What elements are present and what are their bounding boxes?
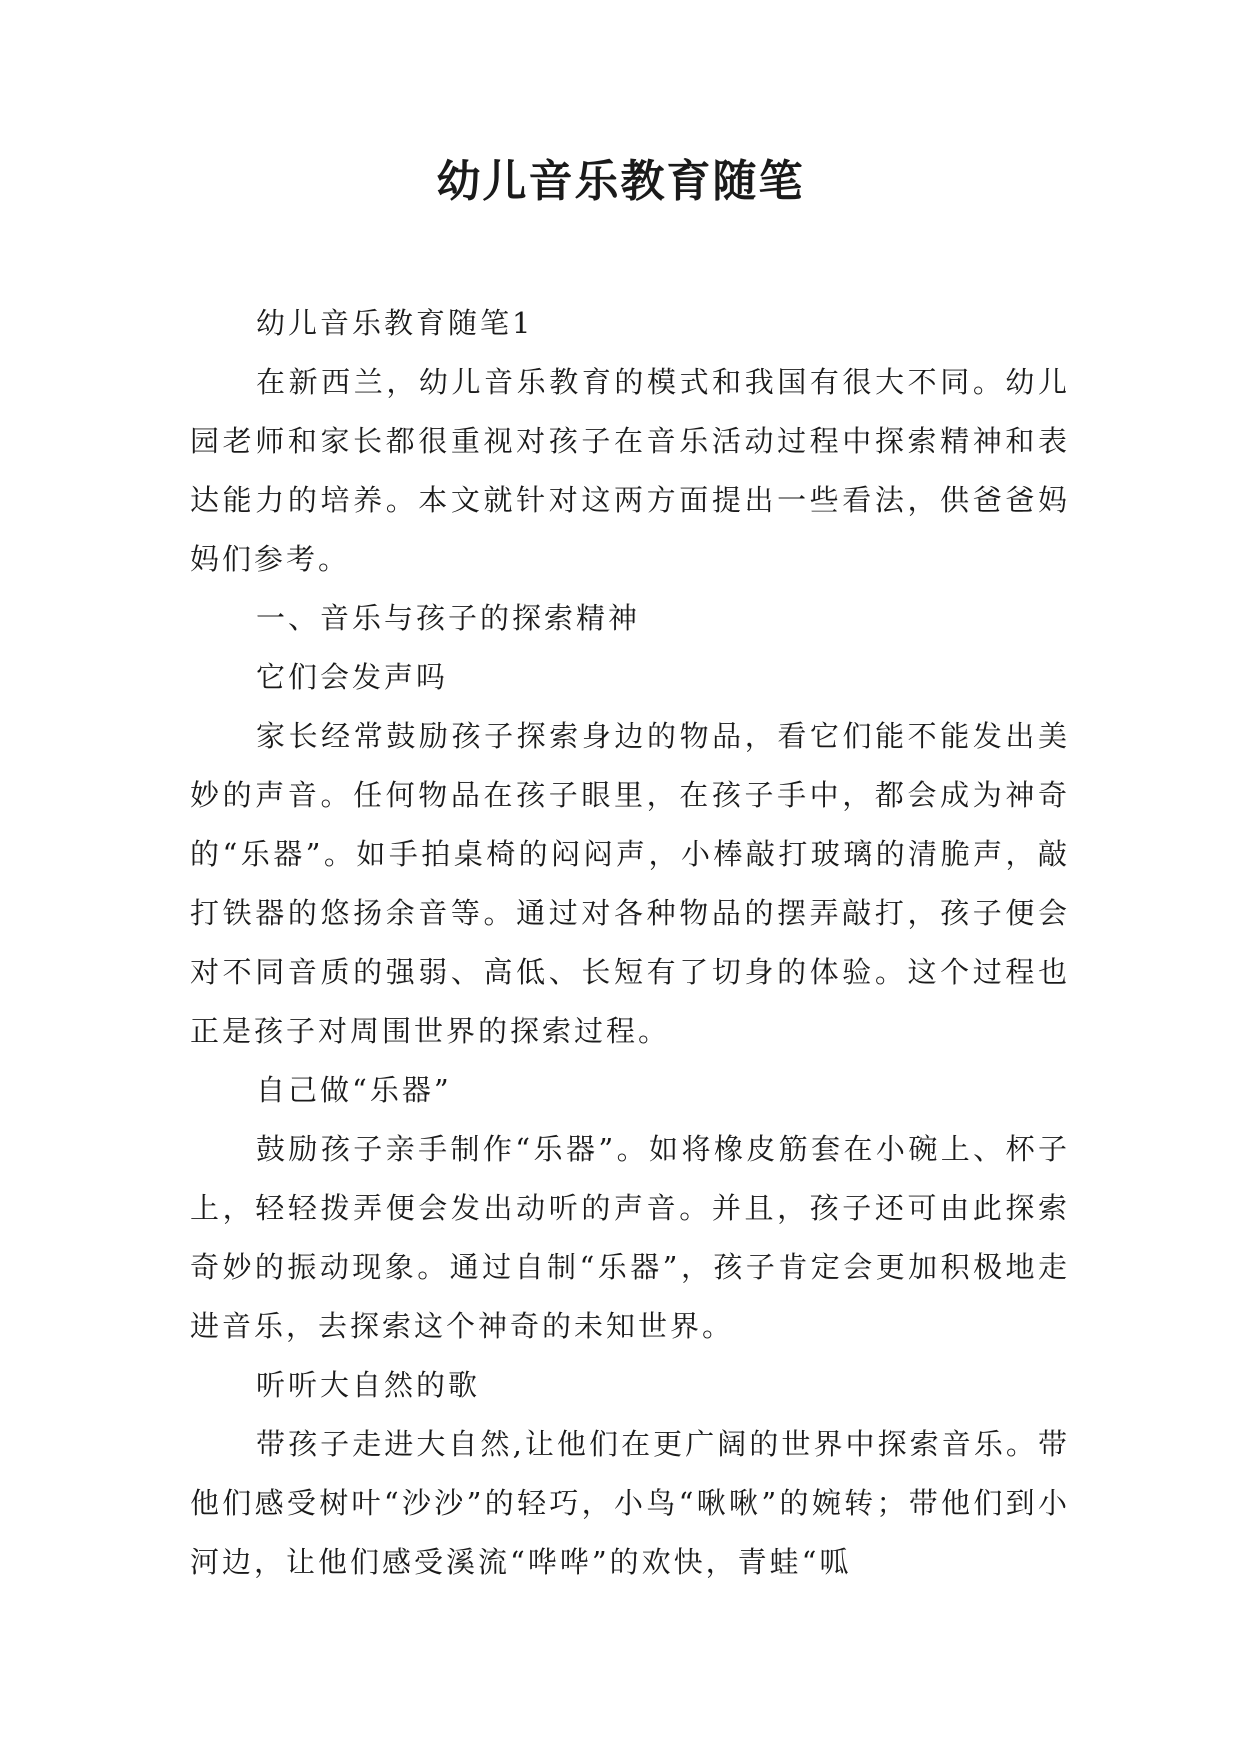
document-title: 幼儿音乐教育随笔 [436,156,805,207]
paragraph-sound: 家长经常鼓励孩子探索身边的物品，看它们能不能发出美妙的声音。任何物品在孩子眼里，在孩子手中，都会成为神奇的“乐器”。如手拍桌椅的闷闷声，小棒敲打玻璃的清脆声，敲打铁器的悠扬余音等。通过对各种物品的摆弄敲打，孩子便会对不同音质的强弱、高低、长短有了切身的体验。这个过程也正是孩子对周围世界的探索过程。 [190,719,1070,1048]
subheading-exploration: 一、音乐与孩子的探索精神 [256,601,641,635]
paragraph-instrument: 鼓励孩子亲手制作“乐器”。如将橡皮筋套在小碗上、杯子上，轻轻拨弄便会发出动听的声音。并且，孩子还可由此探索奇妙的振动现象。通过自制“乐器”，孩子肯定会更加积极地走进音乐，去探索这个神奇的未知世界。 [190,1132,1070,1343]
paragraph-nature: 带孩子走进大自然,让他们在更广阔的世界中探索音乐。带他们感受树叶“沙沙”的轻巧，小鸟“啾啾”的婉转；带他们到小河边，让他们感受溪流“哗哗”的欢快，青蛙“呱 [190,1427,1070,1579]
subheading-nature: 听听大自然的歌 [256,1368,481,1402]
section-heading: 幼儿音乐教育随笔1 [256,306,534,340]
document-body [190,294,1070,1592]
subheading-sound: 它们会发声吗 [256,660,449,694]
paragraph-intro: 在新西兰，幼儿音乐教育的模式和我国有很大不同。幼儿园老师和家长都很重视对孩子在音乐活动过程中探索精神和表达能力的培养。本文就针对这两方面提出一些看法，供爸爸妈妈们参考。 [190,365,1070,576]
subheading-instrument: 自己做“乐器” [256,1073,452,1107]
